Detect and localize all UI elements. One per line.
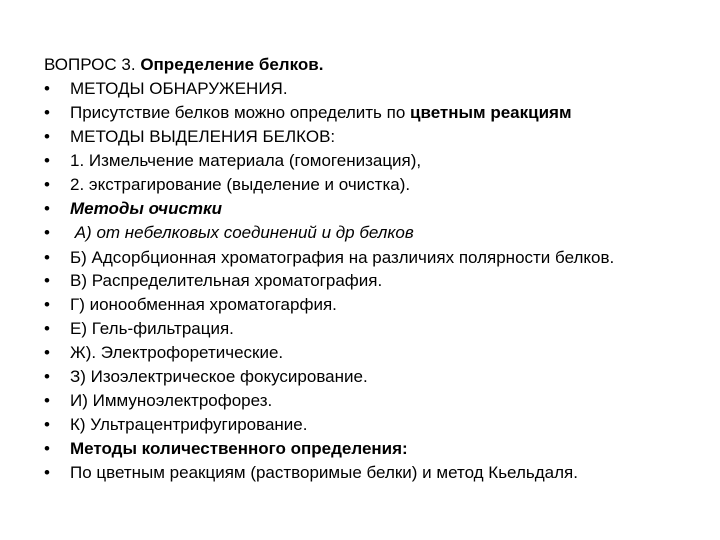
list-item — [44, 221, 704, 245]
bullet-icon: • — [44, 103, 50, 122]
list-item — [44, 101, 704, 125]
list-item — [44, 245, 704, 269]
bullet-icon: • — [44, 319, 50, 338]
bullet-icon: • — [44, 199, 50, 218]
item-text: МЕТОДЫ ОБНАРУЖЕНИЯ. — [70, 79, 288, 98]
list-item — [44, 293, 704, 317]
bullet-list — [44, 77, 704, 485]
item-text: Методы количественного определения: — [70, 439, 408, 458]
bullet-icon: • — [44, 463, 50, 482]
item-text: Б) Адсорбционная хроматография на различиях полярности белков. — [70, 248, 615, 267]
bullet-icon: • — [44, 439, 50, 458]
list-item — [44, 125, 704, 149]
item-text: 2. экстрагирование (выделение и очистка). — [70, 175, 411, 194]
bullet-icon: • — [44, 248, 50, 267]
list-item — [44, 77, 704, 101]
bullet-icon: • — [44, 223, 50, 242]
item-text: Присутствие белков можно определить по — [70, 103, 411, 122]
bullet-icon: • — [44, 151, 50, 170]
list-item — [44, 173, 704, 197]
item-text: Г) ионообменная хроматогарфия. — [70, 295, 337, 314]
list-item — [44, 317, 704, 341]
list-item — [44, 437, 704, 461]
item-text: Ж). Электрофоретические. — [70, 343, 284, 362]
slide-title — [44, 53, 704, 77]
item-text: По цветным реакциям (растворимые белки) и метод Кьельдаля. — [70, 463, 578, 482]
item-text: В) Распределительная хроматография. — [70, 271, 383, 290]
item-emphasis: цветным реакциям — [410, 103, 572, 122]
list-item — [44, 413, 704, 437]
list-item — [44, 341, 704, 365]
bullet-icon: • — [44, 367, 50, 386]
list-item — [44, 269, 704, 293]
item-text: А) от небелковых соединений и др белков — [70, 223, 414, 242]
slide-content — [44, 53, 704, 485]
bullet-icon: • — [44, 271, 50, 290]
list-item — [44, 365, 704, 389]
bullet-icon: • — [44, 391, 50, 410]
list-item — [44, 389, 704, 413]
item-text: Е) Гель-фильтрация. — [70, 319, 234, 338]
bullet-icon: • — [44, 127, 50, 146]
item-text: К) Ультрацентрифугирование. — [70, 415, 308, 434]
title-main: Определение белков. — [140, 55, 324, 74]
bullet-icon: • — [44, 343, 50, 362]
bullet-icon: • — [44, 415, 50, 434]
list-item — [44, 149, 704, 173]
item-text: Методы очистки — [70, 199, 223, 218]
item-text: З) Изоэлектрическое фокусирование. — [70, 367, 368, 386]
bullet-icon: • — [44, 79, 50, 98]
item-text: МЕТОДЫ ВЫДЕЛЕНИЯ БЕЛКОВ: — [70, 127, 336, 146]
item-text: И) Иммуноэлектрофорез. — [70, 391, 273, 410]
item-text: 1. Измельчение материала (гомогенизация), — [70, 151, 422, 170]
bullet-icon: • — [44, 175, 50, 194]
title-prefix: ВОПРОС 3. — [44, 55, 141, 74]
list-item — [44, 461, 704, 485]
bullet-icon: • — [44, 295, 50, 314]
list-item — [44, 197, 704, 221]
